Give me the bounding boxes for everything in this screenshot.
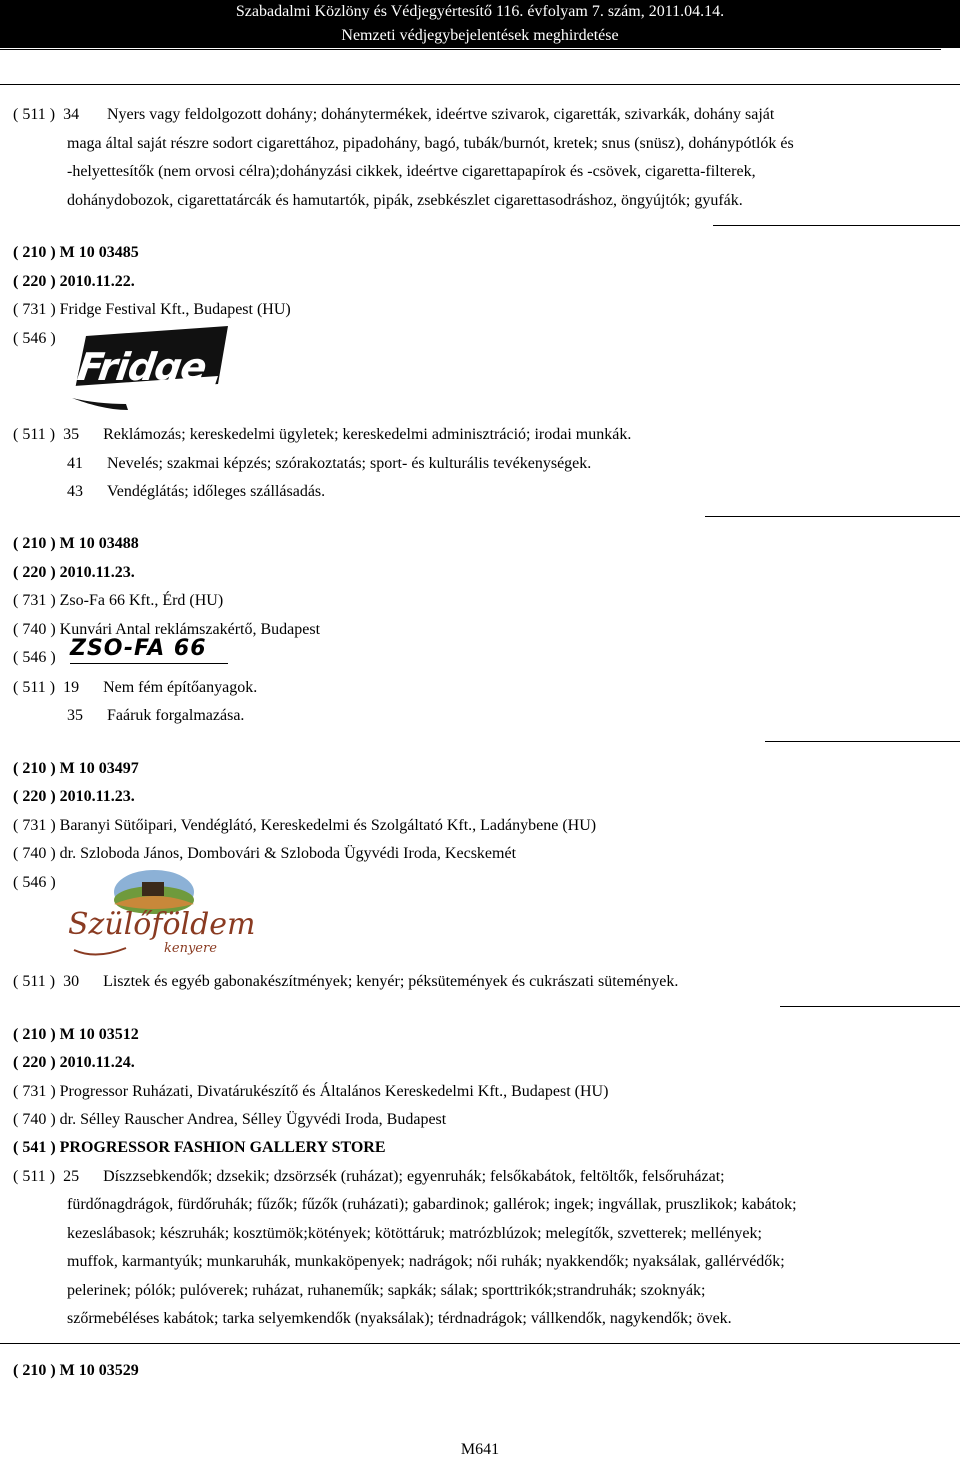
zsofa-logo xyxy=(70,636,230,668)
entry2-220: ( 220 ) 2010.11.23. xyxy=(13,564,135,581)
entry3-511-line-1 xyxy=(13,968,678,997)
class-text: Díszzsebkendők; dzsekik; dzsörzsék (ruházat); egyenruhák; felsőkabátok, feltöltők, felsőruházat; xyxy=(103,1168,725,1185)
entry1-220: ( 220 ) 2010.11.22. xyxy=(13,273,135,290)
entry4-511-line-4: muffok, karmantyúk; munkaruhák, munkaköpenyek; nadrágok; női ruhák; nyakkendők; nyaksálak, gallérvédők; xyxy=(67,1253,785,1270)
class-code: 25 xyxy=(63,1168,80,1185)
separator xyxy=(0,1343,960,1344)
separator xyxy=(705,516,960,517)
entry1-511-line-2 xyxy=(67,450,591,479)
page-number: M641 xyxy=(460,1441,500,1458)
logo-text: Szülőföldem xyxy=(68,907,256,942)
top-511-text-line-2: maga által saját részre sodort cigarettához, pipadohány, bagó, tubák/burnót, kretek; snus (snüsz), dohánypótlók és xyxy=(67,135,794,152)
field-tag: ( 511 ) xyxy=(13,1168,56,1185)
entry1-210: ( 210 ) M 10 03485 xyxy=(13,244,139,261)
field-tag: ( 511 ) xyxy=(13,106,56,123)
entry3-740: ( 740 ) dr. Szloboda János, Dombovári & Szloboda Ügyvédi Iroda, Kecskemét xyxy=(13,845,517,862)
class-code: 43 xyxy=(67,483,83,500)
entry3-220: ( 220 ) 2010.11.23. xyxy=(13,788,135,805)
entry3-546: ( 546 ) xyxy=(13,874,56,891)
fridge-logo xyxy=(68,324,230,412)
class-code: 30 xyxy=(63,973,80,990)
entry4-511-line-3: kezeslábasok; készruhák; kosztümök;kötények; kötöttáruk; matrózblúzok; melegítők, szvetterek; mellények; xyxy=(67,1225,762,1242)
class-code: 35 xyxy=(67,707,83,724)
journal-header xyxy=(0,0,960,24)
logo-text: ZSO-FA 66 xyxy=(70,636,207,661)
entry4-210: ( 210 ) M 10 03512 xyxy=(13,1026,139,1043)
class-code: 35 xyxy=(63,426,80,443)
top-511-line xyxy=(13,101,79,130)
class-text: Nem fém építőanyagok. xyxy=(103,679,258,696)
entry5-210: ( 210 ) M 10 03529 xyxy=(13,1362,139,1379)
field-tag: ( 511 ) xyxy=(13,973,56,990)
entry2-731: ( 731 ) Zso-Fa 66 Kft., Érd (HU) xyxy=(13,592,224,609)
class-code: 41 xyxy=(67,455,83,472)
field-tag: ( 511 ) xyxy=(13,426,56,443)
top-511-text-line-3: -helyettesítők (nem orvosi célra);dohányzási cikkek, ideértve cigarettapapírok és -csövek, cigaretta-filterek, xyxy=(67,163,756,180)
szulofoldem-logo-graphic xyxy=(66,866,256,962)
class-text: Nevelés; szakmai képzés; szórakoztatás; sport- és kulturális tevékenységek. xyxy=(107,455,592,472)
szulofoldem-logo xyxy=(66,866,256,962)
top-511-text-line-1: Nyers vagy feldolgozott dohány; dohánytermékek, ideértve szivarok, cigaretták, szivarkák, dohány saját xyxy=(107,106,775,123)
entry4-541: ( 541 ) PROGRESSOR FASHION GALLERY STORE xyxy=(13,1139,386,1156)
entry4-511-line-6: szőrmebéléses kabátok; tarka selyemkendők (nyaksálak); térdnadrágok; vállkendők, nagykendők; övek. xyxy=(67,1310,732,1327)
entry4-731: ( 731 ) Progressor Ruházati, Divatárukészítő és Általános Kereskedelmi Kft., Budapest (HU) xyxy=(13,1083,609,1100)
separator xyxy=(765,741,960,742)
logo-text: Fridge xyxy=(74,346,209,390)
entry4-511-line-5: pelerinek; pólók; pulóverek; ruházat, ruhaneműk; sapkák; sálak; sporttrikók;strandruhák; szoknyák; xyxy=(67,1282,706,1299)
entry3-210: ( 210 ) M 10 03497 xyxy=(13,760,139,777)
entry1-511-line-3 xyxy=(67,478,325,507)
entry2-511-line-2 xyxy=(67,702,244,731)
class-code: 19 xyxy=(63,679,80,696)
entry2-511-line-1 xyxy=(13,674,257,703)
class-text: Lisztek és egyéb gabonakészítmények; kenyér; péksütemények és cukrászati sütemények. xyxy=(103,973,679,990)
fridge-logo-graphic xyxy=(68,324,230,412)
class-text: Faáruk forgalmazása. xyxy=(107,707,245,724)
entry1-511-line-1 xyxy=(13,421,631,450)
entry4-740: ( 740 ) dr. Sélley Rauscher Andrea, Sélley Ügyvédi Iroda, Budapest xyxy=(13,1111,447,1128)
header-rule xyxy=(0,49,941,50)
entry3-731: ( 731 ) Baranyi Sütőipari, Vendéglátó, Kereskedelmi és Szolgáltató Kft., Ladánybene (HU) xyxy=(13,817,597,834)
entry2-740: ( 740 ) Kunvári Antal reklámszakértő, Budapest xyxy=(13,621,321,638)
separator xyxy=(780,1006,960,1007)
entry1-731: ( 731 ) Fridge Festival Kft., Budapest (HU) xyxy=(13,301,291,318)
entry2-210: ( 210 ) M 10 03488 xyxy=(13,535,139,552)
entry4-220: ( 220 ) 2010.11.24. xyxy=(13,1054,135,1071)
field-tag: ( 511 ) xyxy=(13,679,56,696)
entry2-546: ( 546 ) xyxy=(13,649,56,666)
entry4-511-line-1 xyxy=(13,1163,725,1192)
logo-subtext: kenyere xyxy=(164,941,217,956)
class-text: Reklámozás; kereskedelmi ügyletek; kereskedelmi adminisztráció; irodai munkák. xyxy=(103,426,632,443)
separator xyxy=(0,84,960,85)
section-header xyxy=(0,24,960,48)
class-code: 34 xyxy=(63,106,80,123)
class-text: Vendéglátás; időleges szállásadás. xyxy=(107,483,326,500)
entry1-546: ( 546 ) xyxy=(13,330,56,347)
journal-title: Szabadalmi Közlöny és Védjegyértesítő 116. évfolyam 7. szám, 2011.04.14. xyxy=(235,3,725,20)
logo-underline xyxy=(70,663,228,664)
top-511-text-line-4: dohánydobozok, cigarettatárcák és hamutartók, pipák, zsebkészlet cigarettasodráshoz, öngyújtók; gyufák. xyxy=(67,192,743,209)
section-title: Nemzeti védjegybejelentések meghirdetése xyxy=(341,27,619,44)
separator xyxy=(713,225,960,226)
entry4-511-line-2: fürdőnagdrágok, fürdőruhák; fűzők; fűzők (ruházati); gabardinok; gallérok; ingek; ingvállak, pruszlikok; kabátok; xyxy=(67,1196,797,1213)
